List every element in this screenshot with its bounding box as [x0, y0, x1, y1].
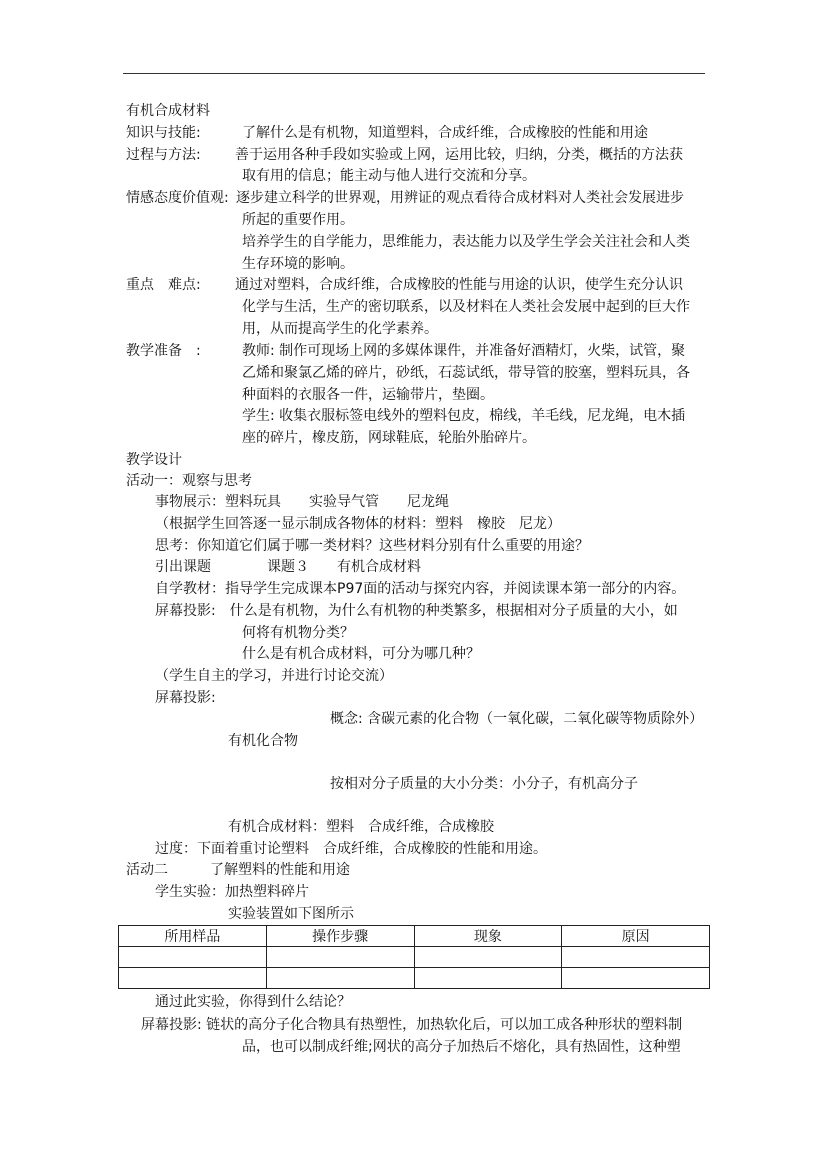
process-text: 善于运用各种手段如实验或上网，运用比较，归纳，分类，概括的方法获: [235, 147, 683, 163]
prep-teacher-cont-2: 种面料的衣服各一件，运输带片，垫圈。: [242, 387, 494, 403]
process-label: 过程与方法:: [126, 147, 201, 163]
concept-definition: 概念: 含碳元素的化合物（一氧化碳，二氧化碳等物质除外）: [330, 711, 704, 727]
key-text: 通过对塑料，合成纤维，合成橡胶的性能与用途的认识，使学生充分认识: [235, 277, 683, 293]
emotion-text-cont: 所起的重要作用。: [242, 212, 354, 228]
emotion-text-2: 培养学生的自学能力，思维能力，表达能力以及学生学会关注社会和人类: [242, 234, 690, 250]
header-rule: [123, 73, 705, 74]
table-cell: [266, 947, 414, 968]
table-header-cell: 原因: [562, 926, 710, 947]
topic-intro: 引出课题 课题３ 有机合成材料: [155, 559, 421, 575]
discussion-note: （学生自主的学习，并进行讨论交流）: [155, 668, 393, 684]
document-title: 有机合成材料: [126, 103, 210, 119]
activity-one-heading: 活动一：观察与思考: [126, 473, 252, 489]
table-cell: [562, 968, 710, 989]
device-note: 实验装置如下图所示: [228, 906, 354, 922]
key-label: 重点 难点:: [126, 277, 201, 293]
design-heading: 教学设计: [126, 452, 182, 468]
table-header-cell: 操作步骤: [266, 926, 414, 947]
key-text-cont: 化学与生活，生产的密切联系，以及材料在人类社会发展中起到的巨大作: [242, 299, 690, 315]
answer-note: （根据学生回答逐一显示制成各物体的材料：塑料 橡胶 尼龙）: [155, 516, 561, 532]
synthetic-materials: 有机合成材料：塑料 合成纤维，合成橡胶: [228, 819, 494, 835]
experiment-table: [118, 925, 710, 989]
transition-text: 过度：下面着重讨论塑料 合成纤维，合成橡胶的性能和用途。: [155, 841, 547, 857]
prep-label: 教学准备 :: [126, 343, 201, 359]
conclusion-question: 通过此实验，你得到什么结论？: [155, 994, 351, 1010]
table-header-cell: 所用样品: [119, 926, 267, 947]
table-row: [119, 968, 710, 989]
table-cell: [266, 968, 414, 989]
prep-teacher-cont: 乙烯和聚氯乙烯的碎片，砂纸，石蕊试纸，带导管的胶塞，塑料玩具，各: [242, 365, 690, 381]
table-row: [119, 947, 710, 968]
student-experiment: 学生实验：加热塑料碎片: [155, 884, 309, 900]
emotion-text-2-cont: 生存环境的影响。: [242, 256, 354, 272]
projection-label: 屏幕投影:: [155, 690, 216, 706]
table-header-row: [119, 926, 710, 947]
key-text-cont-2: 用，从而提高学生的化学素养。: [242, 321, 438, 337]
self-study: 自学教材：指导学生完成课本P97面的活动与探究内容，并阅读课本第一部分的内容。: [155, 581, 686, 597]
projection-question: 屏幕投影: 什么是有机物，为什么有机物的种类繁多，根据相对分子质量的大小，如: [155, 603, 678, 619]
emotion-text: 逐步建立科学的世界观，用辨证的观点看待合成材料对人类社会发展进步: [236, 190, 684, 206]
table-cell: [119, 968, 267, 989]
table-header-cell: 现象: [414, 926, 562, 947]
process-text-cont: 取有用的信息；能主动与他人进行交流和分享。: [242, 168, 536, 184]
think-question: 思考：你知道它们属于哪一类材料？这些材料分别有什么重要的用途？: [155, 538, 589, 554]
knowledge-label: 知识与技能:: [126, 125, 201, 141]
knowledge-text: 了解什么是有机物，知道塑料，合成纤维，合成橡胶的性能和用途: [242, 125, 648, 141]
table-cell: [562, 947, 710, 968]
activity-two-heading: 活动二 了解塑料的性能和用途: [126, 862, 350, 878]
table-cell: [119, 947, 267, 968]
projection-question-2: 什么是有机合成材料，可分为哪几种？: [242, 646, 480, 662]
prep-student: 学生: 收集衣服标签电线外的塑料包皮，棉线，羊毛线，尼龙绳，电木插: [242, 408, 686, 424]
prep-student-cont: 座的碎片，橡皮筋，网球鞋底，轮胎外胎碎片。: [242, 430, 536, 446]
projection-question-cont: 何将有机物分类？: [242, 625, 354, 641]
table-cell: [414, 947, 562, 968]
prep-teacher: 教师: 制作可现场上网的多媒体课件，并准备好酒精灯，火柴，试管，聚: [242, 343, 686, 359]
screen-projection-text-cont: 品，也可以制成纤维;网状的高分子加热后不熔化，具有热固性，这种塑: [242, 1039, 681, 1055]
emotion-label: 情感态度价值观:: [126, 190, 229, 206]
organic-compound-label: 有机化合物: [228, 733, 298, 749]
screen-projection-text: 屏幕投影: 链状的高分子化合物具有热塑性，加热软化后，可以加工成各种形状的塑料制: [141, 1017, 683, 1033]
table-cell: [414, 968, 562, 989]
classification: 按相对分子质量的大小分类：小分子，有机高分子: [330, 776, 638, 792]
object-show: 事物展示：塑料玩具 实验导气管 尼龙绳: [155, 494, 449, 510]
